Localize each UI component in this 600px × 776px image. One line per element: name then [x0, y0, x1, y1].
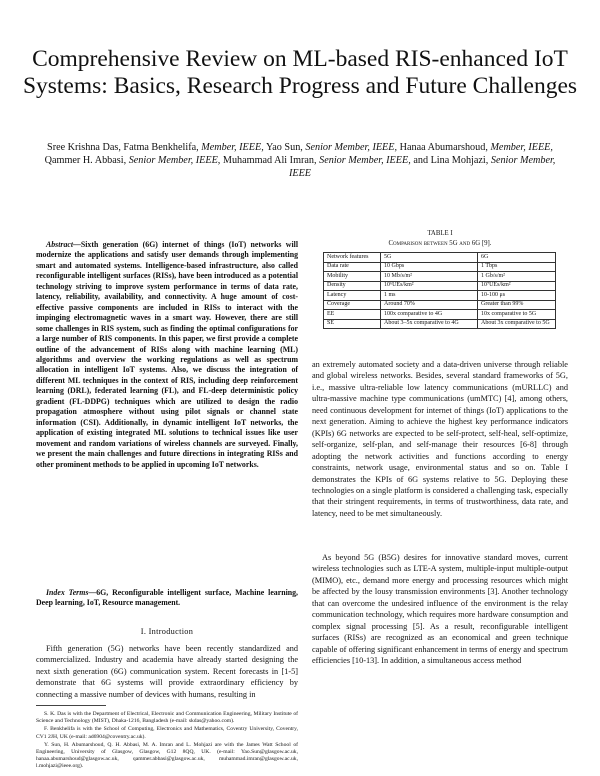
intro-paragraph-b5g — [312, 552, 568, 667]
table-feature-cell: Density — [324, 281, 381, 291]
author-name: Fatma Benkhelifa, — [123, 142, 199, 153]
table-5g-cell: 10 Mb/s/m² — [381, 272, 478, 282]
author-role: Member, IEEE, — [490, 142, 553, 153]
index-terms-lead: Index Terms — [46, 588, 89, 597]
table-6g-cell: 1 Gb/s/m² — [478, 272, 556, 282]
b5g-text: As beyond 5G (B5G) desires for innovative standard moves, current wireless technologies such as LTE-A system, multiple-input multiple-output (MIMO), etc., demand more energy and processing resources which might be affected by the lousy transmission environments [3]. Another technology that can overcome the undesired influence of the environment is the relay communication technology, which requires more hardware consumption and complex signal processing [5]. As a result, reconfigurable intelligent surfaces (RISs) are recognized as an economical and green technique capable of offering significant enhancement in terms of energy and spectrum efficiencies [10-13]. In addition, a simultaneous access method — [312, 553, 568, 666]
footnote: S. K. Das is with the Department of Electrical, Electronic and Communication Engineering, Military Institute of Science and Technology (MIST), Dhaka-1216, Bangladesh (e-mail: skdas@yahoo.com). — [36, 711, 298, 725]
table-row — [324, 253, 556, 263]
author-role: Member, IEEE, — [201, 142, 264, 153]
intro-text: Fifth generation (5G) networks have been recently standardized and commercialized. Industry and academia have already started designing the next sixth generation (6G) communication system. Recent forecasts in [1-5] demonstrate that 6G systems will provide extraordinary efficiency by connecting a massive number of devices with humans, resulting in — [36, 644, 298, 699]
author-name: and Lina Mohjazi, — [413, 155, 489, 167]
table-6g-cell: Greater than 99% — [478, 300, 556, 310]
table-6g-cell: 1 Tbps — [478, 262, 556, 272]
table-caption — [312, 229, 568, 248]
table-5g-cell: 10 Gbps — [381, 262, 478, 272]
table-5g-cell: 1 ms — [381, 291, 478, 301]
intro-continuation-text: an extremely automated society and a data-driven universe through reliable and global wireless networks. Besides, several standard frameworks of 5G, i.e., massive ultra-reliable low latency communications (mURLLC) and ultra-massive machine type communications (umMTC) [4], among others, need continuous development for internet of things (IoT) applications to the next generation. Aiming to achieve the highest key performance indicators (KPIs) 6G networks are expected to be self-protect, self-heal, self-optimize, self-organize, self-plan, and self-manage their resources [6-8] through adopting the network activities and functions according to energy constraints, network usage, environmental status and so on. Table I demonstrates the KPIs of 6G systems relative to 5G. Deploying these technologies on a single platform is considered a challenging task, especially that their stringent requirements, in terms of trustworthiness, data rate, and latency, need to be met simultaneously. — [312, 360, 568, 518]
table-feature-cell: SE — [324, 319, 381, 329]
table-6g-cell: About 3x comparative to 5G — [478, 319, 556, 329]
index-terms — [36, 588, 298, 609]
footnote: Y. Sun, H. Abumarshoud, Q. H. Abbasi, M. A. Imran and L. Mohjazi are with the James Watt School of Engineering, University of Glasgow, Glasgow, G12 8QQ, UK. (e-mail: Yao.Sun@glasgow.ac.uk, hanaa.abumarshoud@glasgow.ac.uk, qammer.abbasi@glasgow.ac.uk, muhammad.imran@glasgow.ac.uk, l.mohjazi@ieee.org). — [36, 741, 298, 770]
kpi-comparison-table — [323, 252, 556, 329]
table-row — [324, 291, 556, 301]
table-6g-cell: 10-100 μs — [478, 291, 556, 301]
table-feature-cell: EE — [324, 310, 381, 320]
table-feature-cell: Mobility — [324, 272, 381, 282]
table-6g-cell: 10x comparative to 5G — [478, 310, 556, 320]
paper-title: Comprehensive Review on ML-based RIS-enhanced IoT Systems: Basics, Research Progress and Future Challenges — [22, 46, 578, 99]
intro-continuation — [312, 359, 568, 519]
table-5g-cell: About 3–5x comparative to 4G — [381, 319, 478, 329]
table-feature-cell: Network features — [324, 253, 381, 263]
table-row — [324, 300, 556, 310]
table-5g-cell: 100x comparative to 4G — [381, 310, 478, 320]
author-role: Senior Member, IEEE, — [305, 142, 398, 153]
abstract — [36, 240, 298, 470]
author-name: Hanaa Abumarshoud, — [399, 142, 488, 153]
table-5g-cell: 5G — [381, 253, 478, 263]
index-terms-text: —6G, Reconfigurable intelligent surface, Machine learning, Deep learning, IoT, Resource management. — [36, 588, 298, 608]
table-6g-cell: 10⁷UEs/km² — [478, 281, 556, 291]
section-heading: I. Introduction — [140, 627, 194, 636]
table-title: Comparison between 5G and 6G [9]. — [388, 239, 492, 247]
table-5g-cell: Around 70% — [381, 300, 478, 310]
table-row — [324, 262, 556, 272]
table-row — [324, 310, 556, 320]
table-5g-cell: 10⁶UEs/km² — [381, 281, 478, 291]
author-name: Sree Krishna Das, — [47, 142, 121, 153]
table-feature-cell: Data rate — [324, 262, 381, 272]
author-role: Senior Member, IEEE, — [128, 155, 221, 167]
table-feature-cell: Coverage — [324, 300, 381, 310]
table-6g-cell: 6G — [478, 253, 556, 263]
table-row — [324, 281, 556, 291]
footnote-divider — [36, 705, 106, 706]
table-row — [324, 272, 556, 282]
abstract-lead: Abstract — [46, 240, 74, 249]
author-name: Muhammad Ali Imran, — [222, 155, 317, 167]
author-name: Qammer H. Abbasi, — [44, 155, 127, 167]
author-footnotes — [36, 711, 298, 772]
table-label: TABLE I — [427, 230, 453, 237]
author-role: Senior Member, IEEE, — [319, 155, 411, 167]
author-role: Senior Member, IEEE — [288, 155, 556, 180]
author-name: Yao Sun, — [265, 142, 303, 153]
footnote: F. Benkhelifa is with the School of Computing, Electronics and Mathematics, Coventry University, Coventry, CV1 2JH, UK (e-mail: ad6904@coventry.ac.uk). — [36, 726, 298, 740]
intro-paragraph — [36, 643, 298, 700]
table-feature-cell: Latency — [324, 291, 381, 301]
table-row — [324, 319, 556, 329]
author-list — [36, 141, 564, 181]
abstract-text: —Sixth generation (6G) internet of things (IoT) networks will modernize the applications and satisfy user demands through implementing smart and automated systems. Intelligence-based infrastructure, also called reconfigurable intelligent surfaces (RISs), have been introduced as a potential technology striving to improve system performance in terms of data rate, latency, reliability, availability, and connectivity. A huge amount of cost-effective passive components are included in RISs to interact with the impinging electromagnetic waves in a smart way. However, there are still some challenges in RIS system, such as finding the optimal configurations for a large number of RIS components. In this paper, we first provide a complete outline of the advancement of RISs along with machine learning (ML) algorithms and overview the working regulations as well as spectrum allocation in intelligent IoT systems. Also, we discuss the integration of different ML techniques in the context of RIS, including deep reinforcement learning (DRL), federated learning (FL), and FL-deep deterministic policy gradient (FL-DDPG) techniques which are utilized to design the radio propagation atmosphere without using pilot signals or channel state information (CSI). Additionally, in dynamic intelligent IoT networks, the application of existing integrated ML solutions to technical issues like user movement and random variations of wireless channels are surveyed. Finally, we present the main challenges and future directions in integrating RISs and other prominent methods to be applied in upcoming IoT networks. — [36, 240, 298, 469]
